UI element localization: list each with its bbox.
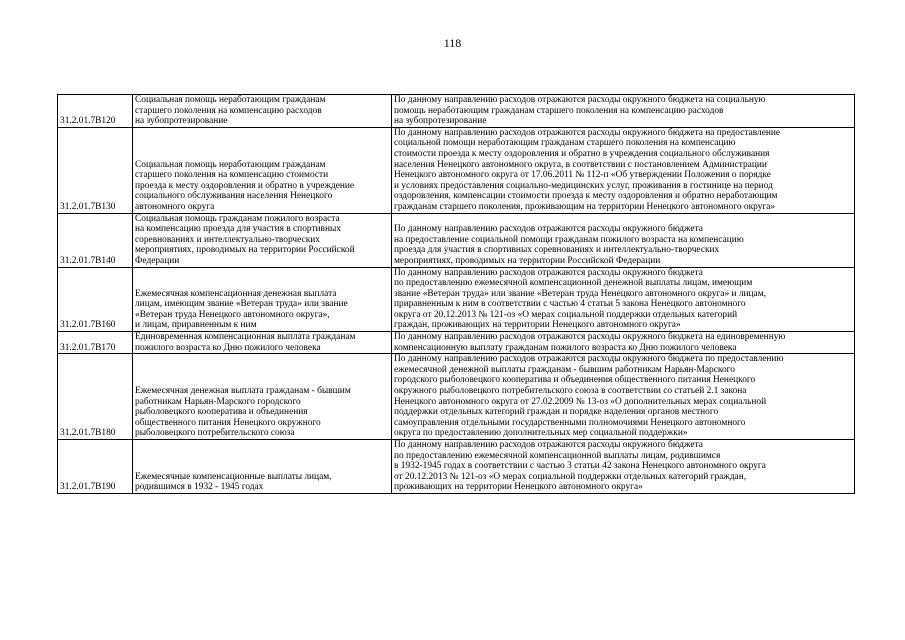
name-cell: [133, 354, 392, 440]
description-line: По данному направлению расходов отражаются расходы окружного бюджета: [394, 267, 703, 278]
name-line: социального обслуживания населения Ненецкого: [135, 191, 333, 202]
description-line: проезда для участия в спортивных соревнованиях и интеллектуально-творческих: [394, 245, 720, 256]
code-cell: 31.2.01.7В180: [58, 354, 133, 440]
description-line: приравненным к ним в соответствии с частью 4 статьи 5 закона Ненецкого автономного: [394, 299, 746, 310]
name-line: лицам, имеющим звание «Ветеран труда» или звание: [135, 299, 348, 310]
description-line: ежемесячной денежной выплаты гражданам - бывшим работникам Нарьян-Марского: [394, 364, 735, 375]
description-cell: [392, 267, 855, 332]
description-line: граждан, проживающих на территории Ненецкого автономного округа»: [394, 320, 681, 331]
description-line: городского рыболовецкого кооператива и объединения общественного питания Ненецкого: [394, 375, 756, 386]
name-line: старшего поколения на компенсацию расходов: [135, 105, 322, 116]
name-line: Ежемесячные компенсационные выплаты лицам,: [135, 471, 332, 482]
name-line: на зубопротезирование: [135, 116, 228, 127]
description-line: оздоровления, компенсации стоимости проезда к месту оздоровления и обратно неработающим: [394, 191, 778, 202]
description-line: от 20.12.2013 № 121-оз «О мерах социальной поддержки отдельных категорий граждан,: [394, 471, 747, 482]
table-row: [58, 127, 855, 213]
name-cell: [133, 332, 392, 354]
name-line: проезда к месту оздоровления и обратно в учреждение: [135, 180, 355, 191]
table-row: [58, 95, 855, 128]
name-line: общественного питания Ненецкого окружного: [135, 417, 321, 428]
table-row: [58, 267, 855, 332]
description-line: По данному направлению расходов отражаются расходы окружного бюджета: [394, 224, 703, 235]
description-line: По данному направлению расходов отражаются расходы окружного бюджета на социальную: [394, 95, 766, 105]
description-line: поддержки отдельных категорий граждан и порядке наделения органов местного: [394, 407, 719, 418]
description-line: По данному направлению расходов отражаются расходы окружного бюджета: [394, 440, 703, 450]
name-line: и лицам, приравненным к ним: [135, 320, 257, 331]
description-line: гражданам старшего поколения, проживающим на территории Ненецкого автономного округа»: [394, 201, 776, 212]
name-line: пожилого возраста ко Дню пожилого человека: [135, 342, 321, 353]
code-cell: 31.2.01.7В190: [58, 440, 133, 494]
name-line: рыболовецкого потребительского союза: [135, 428, 295, 439]
description-line: округа от 20.12.2013 № 121-оз «О мерах социальной поддержки отдельных категорий: [394, 309, 738, 320]
table-row: [58, 440, 855, 494]
description-line: на предоставление социальной помощи гражданам пожилого возраста на компенсацию: [394, 234, 744, 245]
name-cell: [133, 267, 392, 332]
name-cell: [133, 213, 392, 267]
description-line: населения Ненецкого автономного округа, в соответствии с постановлением Администрации: [394, 159, 767, 170]
name-line: рыболовецкого кооператива и объединения: [135, 407, 308, 418]
budget-classification-table: [57, 94, 855, 494]
description-line: стоимости проезда к месту оздоровления и обратно в учреждения социального обслуживания: [394, 148, 770, 159]
description-line: по предоставлению ежемесячной компенсационной денежной выплаты лицам, имеющим: [394, 278, 753, 289]
name-line: Социальная помощь неработающим гражданам: [135, 159, 326, 170]
name-line: Ежемесячная компенсационная денежная выплата: [135, 288, 337, 299]
description-line: окружного рыболовецкого потребительского союза в соответствии со статьей 2.1 закона: [394, 386, 747, 397]
description-line: мероприятиях, проводимых на территории Российской Федерации: [394, 255, 661, 266]
code-cell: 31.2.01.7В170: [58, 332, 133, 354]
code-cell: 31.2.01.7В120: [58, 95, 133, 128]
description-line: и условиях предоставления социально-медицинских услуг, проживания в гостинице на период: [394, 180, 773, 191]
name-line: «Ветеран труда Ненецкого автономного округа»,: [135, 309, 330, 320]
description-line: на зубопротезирование: [394, 116, 487, 127]
name-line: соревнованиях и интеллектуально-творческих: [135, 234, 320, 245]
description-cell: [392, 213, 855, 267]
description-line: социальной помощи неработающим гражданам старшего поколения на компенсацию: [394, 138, 736, 149]
name-line: автономного округа: [135, 201, 215, 212]
description-line: По данному направлению расходов отражаются расходы окружного бюджета на единовременную: [394, 332, 786, 343]
name-line: Социальная помощь неработающим гражданам: [135, 95, 326, 105]
code-cell: 31.2.01.7В140: [58, 213, 133, 267]
description-line: округа по предоставлению дополнительных мер социальной поддержки»: [394, 428, 688, 439]
description-line: По данному направлению расходов отражаются расходы окружного бюджета на предоставление: [394, 127, 781, 138]
description-line: проживающих на территории Ненецкого автономного округа»: [394, 482, 643, 493]
code-cell: 31.2.01.7В130: [58, 127, 133, 213]
table-row: [58, 354, 855, 440]
code-cell: 31.2.01.7В160: [58, 267, 133, 332]
description-line: По данному направлению расходов отражаются расходы окружного бюджета по предоставлению: [394, 354, 784, 365]
name-line: старшего поколения на компенсацию стоимости: [135, 170, 329, 181]
name-line: родившимся в 1932 - 1945 годах: [135, 482, 264, 493]
description-line: Ненецкого автономного округа от 17.06.2011 № 112-п «Об утверждении Положения о порядке: [394, 170, 771, 181]
description-cell: [392, 354, 855, 440]
name-line: мероприятиях, проводимых на территории Российской: [135, 245, 355, 256]
description-line: звание «Ветеран труда» или звание «Ветеран труда Ненецкого автономного округа» и лицам,: [394, 288, 766, 299]
name-cell: [133, 95, 392, 128]
name-line: Социальная помощь гражданам пожилого возраста: [135, 213, 340, 224]
description-line: в 1932-1945 годах в соответствии с частью 3 статьи 42 закона Ненецкого автономного округа: [394, 461, 766, 472]
name-cell: [133, 127, 392, 213]
page-number: 118: [443, 36, 462, 50]
table-row: [58, 332, 855, 354]
name-line: Ежемесячная денежная выплата гражданам - бывшим: [135, 386, 351, 397]
table-row: [58, 213, 855, 267]
table-body: [58, 95, 855, 494]
name-line: Федерации: [135, 255, 180, 266]
name-line: Единовременная компенсационная выплата гражданам: [135, 332, 356, 343]
description-line: самоуправления отдельными государственными полномочиями Ненецкого автономного: [394, 417, 746, 428]
description-cell: [392, 332, 855, 354]
name-line: работникам Нарьян-Марского городского: [135, 396, 301, 407]
description-line: компенсационную выплату гражданам пожилого возраста ко Дню пожилого человека: [394, 342, 737, 353]
name-cell: [133, 440, 392, 494]
description-line: по предоставлению ежемесячной компенсационной выплаты лицам, родившимся: [394, 450, 721, 461]
description-line: помощь неработающим гражданам старшего поколения на компенсацию расходов: [394, 105, 724, 116]
description-cell: [392, 95, 855, 128]
description-cell: [392, 440, 855, 494]
description-cell: [392, 127, 855, 213]
name-line: на компенсацию проезда для участия в спортивных: [135, 224, 341, 235]
description-line: Ненецкого автономного округа от 27.02.2009 № 13-оз «О дополнительных мерах социальной: [394, 396, 767, 407]
